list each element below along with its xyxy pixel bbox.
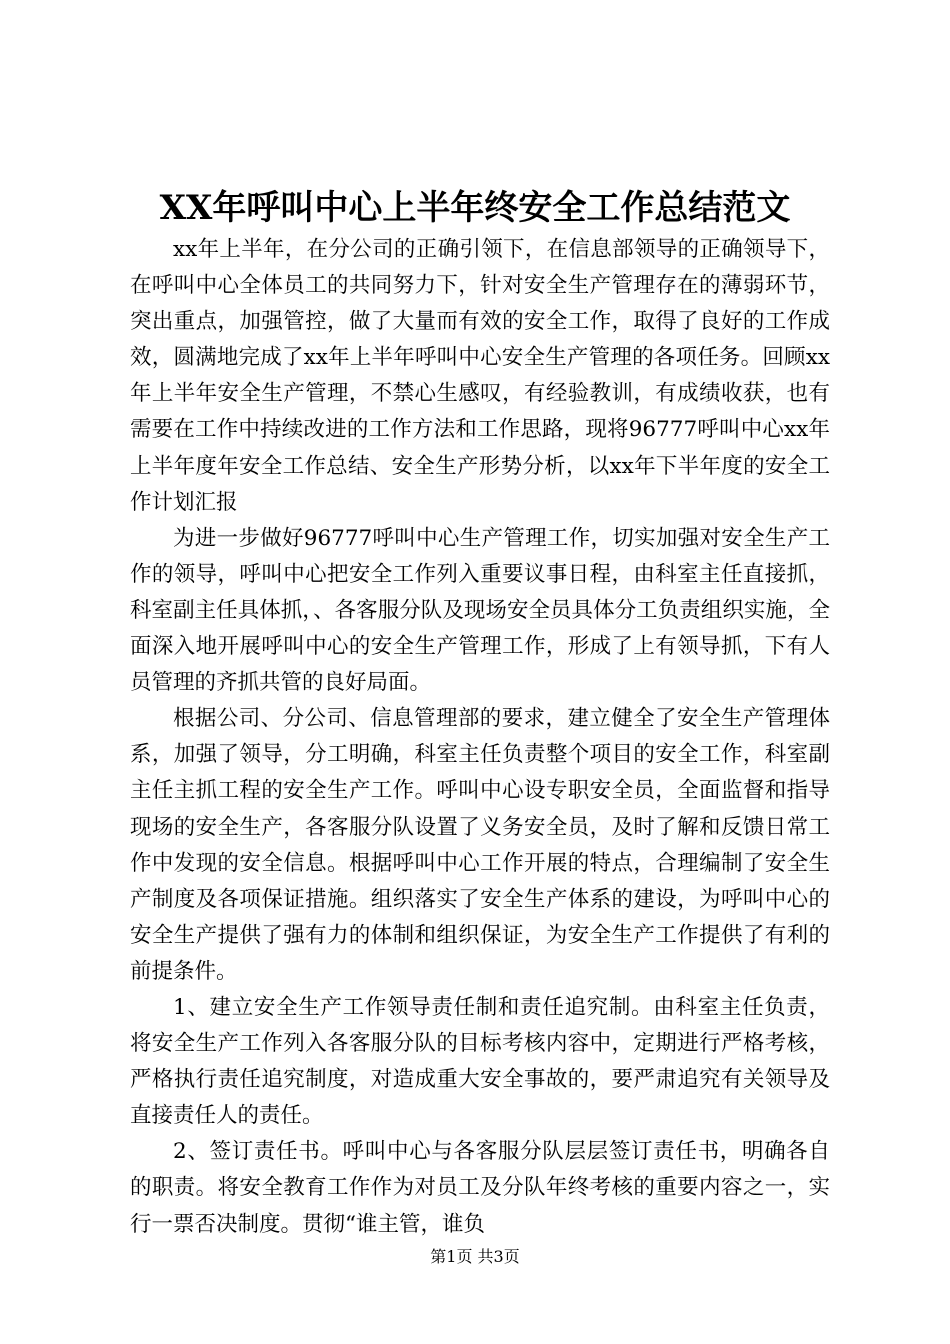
paragraph-system: 根据公司、分公司、信息管理部的要求，建立健全了安全生产管理体系，加强了领导，分工明确，科室主任负责整个项目的安全工作，科室副主任主抓工程的安全生产工作。呼叫中心设专职安全员，全面监督和指导现场的安全生产，各客服分队设置了义务安全员，及时了解和反馈日常工作中发现的安全信息。根据呼叫中心工作开展的特点，合理编制了安全生产制度及各项保证措施。组织落实了安全生产体系的建设，为呼叫中心的安全生产提供了强有力的体制和组织保证，为安全生产工作提供了有利的前提条件。 xyxy=(130,706,830,984)
paragraph-intro: xx年上半年，在分公司的正确引领下，在信息部领导的正确领导下，在呼叫中心全体员工的共同努力下，针对安全生产管理存在的薄弱环节，突出重点，加强管控，做了大量而有效的安全工作，取得了良好的工作成效，圆满地完成了xx年上半年呼叫中心安全生产管理的各项任务。回顾xx年上半年安全生产管理，不禁心生感叹，有经验教训，有成绩收获，也有需要在工作中持续改进的工作方法和工作思路，现将96777呼叫中心xx年上半年度年安全工作总结、安全生产形势分析，以xx年下半年度的安全工作计划汇报 xyxy=(130,237,830,515)
paragraph-item-2: 2、签订责任书。呼叫中心与各客服分队层层签订责任书，明确各自的职责。将安全教育工作作为对员工及分队年终考核的重要内容之一，实行一票否决制度。贯彻“谁主管，谁负 xyxy=(130,1139,830,1237)
document-body xyxy=(130,232,830,1243)
page-footer: 第1页 共3页 xyxy=(430,1247,520,1266)
paragraph-leadership: 为进一步做好96777呼叫中心生产管理工作，切实加强对安全生产工作的领导，呼叫中心把安全工作列入重要议事日程，由科室主任直接抓，科室副主任具体抓，、各客服分队及现场安全员具体分工负责组织实施，全面深入地开展呼叫中心的安全生产管理工作，形成了上有领导抓，下有人员管理的齐抓共管的良好局面。 xyxy=(130,525,830,696)
paragraph-item-1: 1、建立安全生产工作领导责任制和责任追究制。由科室主任负责，将安全生产工作列入各客服分队的目标考核内容中，定期进行严格考核，严格执行责任追究制度，对造成重大安全事故的，要严肃追究有关领导及直接责任人的责任。 xyxy=(130,994,830,1129)
document-title: XX年呼叫中心上半年终安全工作总结范文 xyxy=(159,188,791,228)
